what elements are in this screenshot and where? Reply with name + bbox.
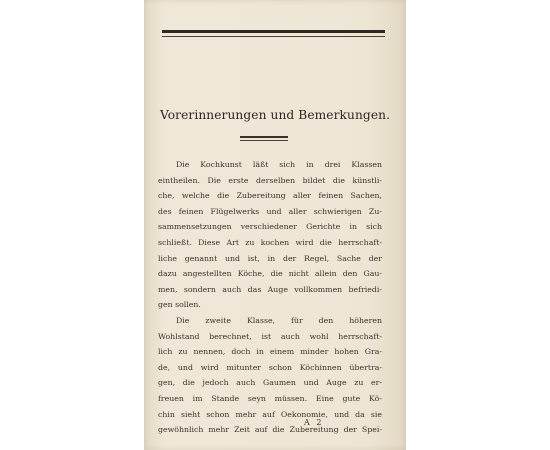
text-line: freuen im Stande seyn müssen. Eine gute Kö- bbox=[158, 393, 382, 403]
text-line: eintheilen. Die erste derselben bildet die künstli- bbox=[158, 175, 382, 185]
text-line: sammensetzungen verschiedener Gerichte in sich bbox=[158, 222, 382, 232]
text-line: dazu angestellten Köche, die nicht allein den Gau- bbox=[158, 269, 382, 279]
text-line: chin sieht schon mehr auf Oekonomie, und da sie bbox=[158, 409, 382, 419]
text-line: schließt. Diese Art zu kochen wird die herrschaft- bbox=[158, 237, 382, 247]
page-heading: Vorerinnerungen und Bemerkungen. bbox=[159, 108, 391, 122]
heading-rule bbox=[240, 136, 288, 138]
top-rule bbox=[162, 30, 385, 33]
text-line: gen sollen. bbox=[158, 300, 201, 310]
text-line: Wohlstand berechnet, ist auch wohl herrschaft- bbox=[158, 331, 382, 341]
text-line: gewöhnlich mehr Zeit auf die Zubereitung der Spei- bbox=[158, 425, 382, 435]
signature-mark: A 2 bbox=[304, 418, 324, 427]
top-rule-thin bbox=[162, 36, 385, 37]
text-line: Die Kochkunst läßt sich in drei Klassen bbox=[176, 160, 382, 169]
body-text bbox=[158, 157, 382, 438]
text-line: gen, die jedoch auch Gaumen und Auge zu er- bbox=[158, 378, 382, 388]
book-page bbox=[144, 0, 406, 450]
text-line: che, welche die Zubereitung aller feinen Sachen, bbox=[158, 191, 382, 201]
text-line: lich zu nennen, doch in einem minder hohen Gra- bbox=[158, 347, 382, 357]
heading-rule-thin bbox=[240, 140, 288, 141]
text-line: men, sondern auch das Auge vollkommen befriedi- bbox=[158, 284, 382, 294]
text-line: Die zweite Klasse, für den höheren bbox=[176, 315, 382, 325]
text-line: de, und wird mitunter schon Köchinnen übertra- bbox=[158, 362, 382, 372]
text-line: des feinen Flügelwerks und aller schwierigen Zu- bbox=[158, 206, 382, 216]
text-line: liche genannt und ist, in der Regel, Sache der bbox=[158, 253, 382, 263]
